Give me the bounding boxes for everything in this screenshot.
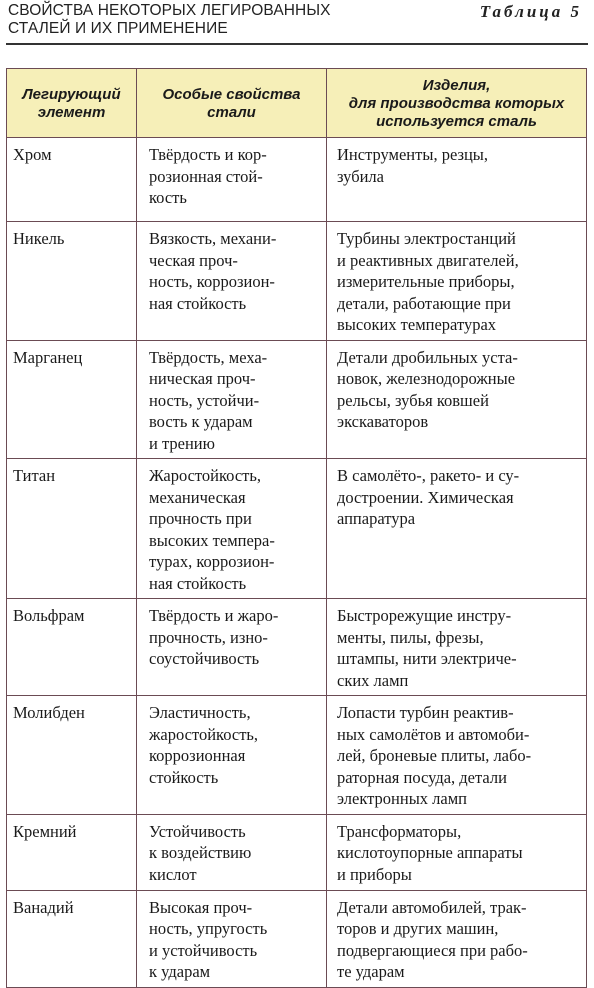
cell-products — [327, 222, 587, 341]
cell-line: ная стойкость — [149, 293, 247, 313]
header-line: Изделия, — [422, 77, 491, 94]
cell-properties — [137, 459, 327, 599]
cell-line: и трению — [149, 433, 215, 453]
cell-line: Твёрдость и кор- — [149, 145, 267, 164]
cell-line: и устойчивость — [149, 940, 258, 960]
cell-line: кислот — [149, 864, 197, 884]
cell-line: к ударам — [149, 962, 211, 981]
cell-line: те ударам — [337, 962, 405, 981]
cell-line: Высокая проч- — [149, 897, 253, 917]
cell-line: ных самолётов и автомоби- — [337, 724, 530, 744]
cell-products — [327, 138, 587, 222]
table-row — [7, 890, 587, 987]
table-label: Таблица 5 — [479, 2, 582, 21]
cell-line: Твёрдость, меха- — [149, 347, 268, 367]
cell-line: детали, работающие при — [337, 293, 511, 313]
alloy-steels-table-container — [6, 68, 586, 988]
header-line: стали — [207, 104, 256, 121]
column-header-products — [327, 69, 587, 138]
cell-line: Лопасти турбин реактив- — [337, 703, 514, 722]
cell-element: Вольфрам — [7, 599, 137, 696]
cell-line: механическая — [149, 487, 246, 507]
table-header-row — [7, 69, 587, 138]
cell-line: подвергающиеся при рабо- — [337, 940, 528, 960]
cell-line: достроении. Химическая — [337, 487, 514, 507]
table-row — [7, 340, 587, 459]
cell-line: прочность, изно- — [149, 627, 268, 647]
cell-products — [327, 696, 587, 815]
cell-line: высоких темпера- — [149, 530, 275, 550]
cell-line: Детали автомобилей, трак- — [337, 897, 527, 917]
cell-element: Титан — [7, 459, 137, 599]
cell-line: Эластичность, — [149, 703, 251, 722]
cell-line: стойкость — [149, 767, 219, 787]
cell-line: новок, железнодорожные — [337, 369, 516, 388]
cell-properties — [137, 138, 327, 222]
header-line: Легирующий — [22, 86, 121, 103]
cell-element: Никель — [7, 222, 137, 341]
cell-line: ность, коррозион- — [149, 272, 275, 291]
cell-line: турах, коррозион- — [149, 552, 275, 571]
cell-properties — [137, 340, 327, 459]
table-row — [7, 696, 587, 815]
cell-line: ная стойкость — [149, 573, 247, 593]
header-line: элемент — [37, 104, 106, 121]
cell-line: и приборы — [337, 864, 412, 884]
cell-element: Кремний — [7, 814, 137, 890]
page-title-line: СТАЛЕЙ И ИХ ПРИМЕНЕНИЕ — [8, 20, 228, 37]
cell-line: прочность при — [149, 509, 252, 528]
cell-line: аппаратура — [337, 509, 416, 528]
cell-line: ских ламп — [337, 670, 409, 690]
cell-properties — [137, 696, 327, 815]
cell-line: кислотоупорные аппараты — [337, 843, 523, 862]
table-row — [7, 222, 587, 341]
cell-properties — [137, 599, 327, 696]
cell-line: жаростойкость, — [149, 724, 259, 744]
cell-line: соустойчивость — [149, 649, 260, 668]
cell-properties — [137, 890, 327, 987]
cell-line: Инструменты, резцы, — [337, 145, 489, 164]
cell-line: рельсы, зубья ковшей — [337, 390, 489, 410]
header-line: используется сталь — [376, 113, 537, 130]
cell-line: раторная посуда, детали — [337, 767, 507, 787]
cell-line: ность, упругость — [149, 919, 268, 938]
cell-line: зубила — [337, 166, 384, 186]
cell-properties — [137, 814, 327, 890]
cell-products — [327, 890, 587, 987]
page-title-line: СВОЙСТВА НЕКОТОРЫХ ЛЕГИРОВАННЫХ — [8, 2, 331, 19]
cell-products — [327, 459, 587, 599]
table-row — [7, 599, 587, 696]
cell-line: Быстрорежущие инстру- — [337, 606, 512, 625]
table-body — [7, 138, 587, 988]
cell-products — [327, 814, 587, 890]
cell-line: торов и других машин, — [337, 919, 499, 938]
cell-line: Трансформаторы, — [337, 821, 462, 841]
cell-line: Твёрдость и жаро- — [149, 606, 279, 625]
cell-line: и реактивных двигателей, — [337, 250, 519, 270]
cell-line: кость — [149, 188, 187, 207]
cell-line: лей, броневые плиты, лабо- — [337, 746, 532, 765]
table-row — [7, 459, 587, 599]
cell-line: ность, устойчи- — [149, 390, 260, 410]
cell-line: Турбины электростанций — [337, 229, 516, 248]
table-row — [7, 814, 587, 890]
cell-element: Молибден — [7, 696, 137, 815]
cell-line: к воздействию — [149, 843, 252, 862]
cell-line: измерительные приборы, — [337, 272, 515, 291]
header-line: Особые свойства — [162, 86, 301, 103]
cell-line: менты, пилы, фрезы, — [337, 627, 484, 647]
cell-products — [327, 340, 587, 459]
cell-properties — [137, 222, 327, 341]
cell-element: Хром — [7, 138, 137, 222]
cell-element: Марганец — [7, 340, 137, 459]
cell-line: высоких температурах — [337, 315, 497, 334]
cell-line: В самолёто-, ракето- и су- — [337, 466, 520, 485]
cell-line: розионная стой- — [149, 166, 263, 186]
table-row — [7, 138, 587, 222]
column-header-properties — [137, 69, 327, 138]
cell-line: Детали дробильных уста- — [337, 347, 518, 367]
cell-line: коррозионная — [149, 746, 246, 765]
header-line: для производства которых — [348, 95, 565, 112]
column-header-element — [7, 69, 137, 138]
page-header — [6, 2, 588, 44]
cell-line: вость к ударам — [149, 412, 253, 431]
cell-line: электронных ламп — [337, 789, 468, 808]
cell-line: штампы, нити электриче- — [337, 649, 517, 668]
cell-element: Ванадий — [7, 890, 137, 987]
cell-products — [327, 599, 587, 696]
cell-line: Жаростойкость, — [149, 466, 262, 485]
page-title — [8, 2, 331, 38]
header-divider — [6, 43, 588, 45]
alloy-steels-table — [6, 68, 587, 988]
cell-line: экскаваторов — [337, 412, 429, 431]
cell-line: Устойчивость — [149, 821, 246, 841]
cell-line: Вязкость, механи- — [149, 229, 277, 248]
cell-line: ческая проч- — [149, 250, 238, 270]
cell-line: ническая проч- — [149, 369, 256, 388]
